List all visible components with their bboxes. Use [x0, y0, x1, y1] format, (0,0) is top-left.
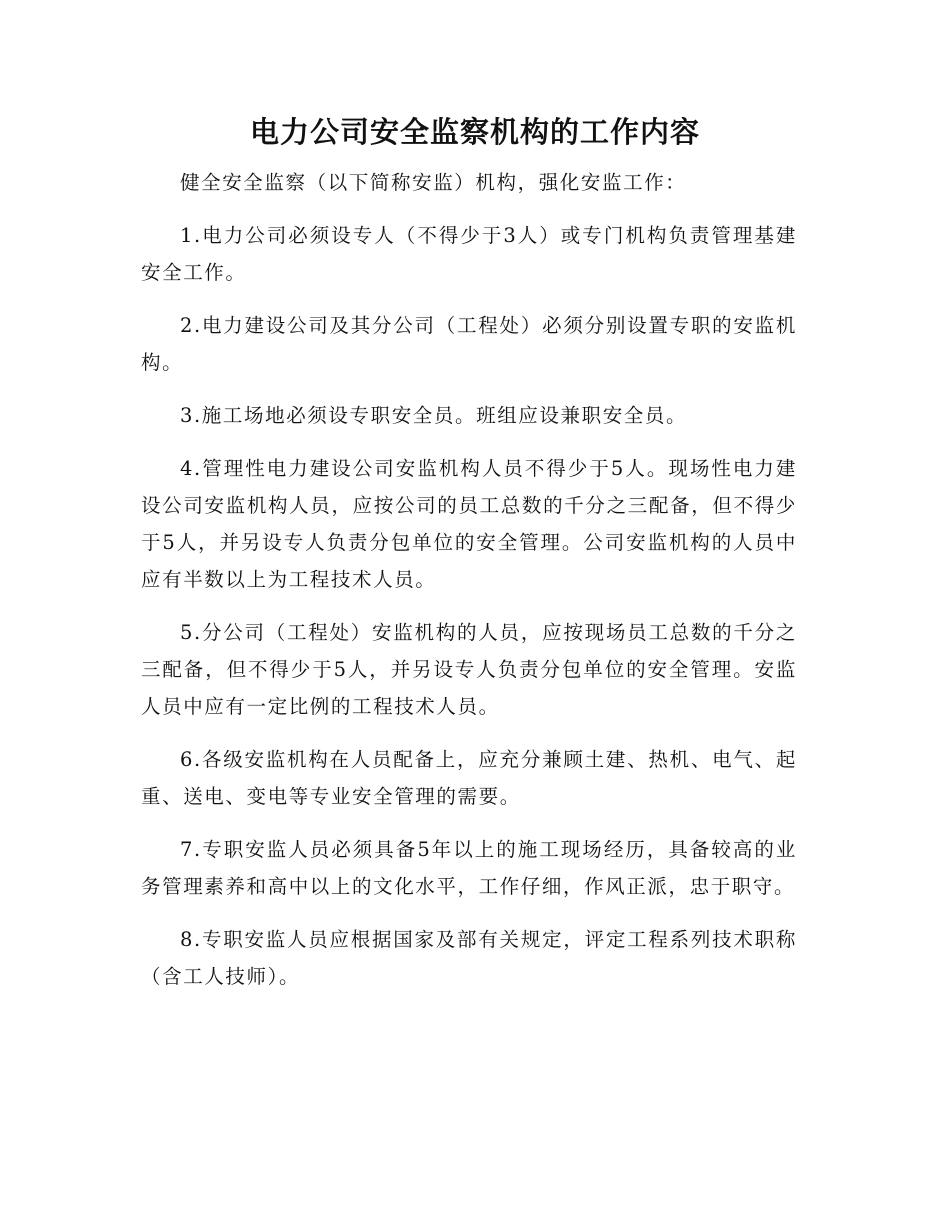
item-paragraph-1: 1.电力公司必须设专人（不得少于3人）或专门机构负责管理基建安全工作。 [141, 224, 797, 284]
document-body [141, 164, 797, 995]
item-paragraph-5: 5.分公司（工程处）安监机构的人员，应按现场员工总数的千分之三配备，但不得少于5人，并另设专人负责分包单位的安全管理。安监人员中应有一定比例的工程技术人员。 [141, 621, 797, 718]
document-title: 电力公司安全监察机构的工作内容 [249, 115, 700, 149]
item-paragraph-6: 6.各级安监机构在人员配备上，应充分兼顾土建、热机、电气、起重、送电、变电等专业安全管理的需要。 [141, 748, 797, 808]
intro-paragraph: 健全安全监察（以下简称安监）机构，强化安监工作： [180, 171, 687, 194]
item-paragraph-8: 8.专职安监人员应根据国家及部有关规定，评定工程系列技术职称（含工人技师）。 [141, 928, 797, 988]
item-paragraph-2: 2.电力建设公司及其分公司（工程处）必须分别设置专职的安监机构。 [141, 314, 797, 374]
item-paragraph-7: 7.专职安监人员必须具备5年以上的施工现场经历，具备较高的业务管理素养和高中以上的文化水平，工作仔细，作风正派，忠于职守。 [141, 838, 797, 898]
item-paragraph-3: 3.施工场地必须设专职安全员。班组应设兼职安全员。 [180, 404, 688, 427]
item-paragraph-4: 4.管理性电力建设公司安监机构人员不得少于5人。现场性电力建设公司安监机构人员，应按公司的员工总数的千分之三配备，但不得少于5人，并另设专人负责分包单位的安全管理。公司安监机构的人员中应有半数以上为工程技术人员。 [141, 457, 797, 591]
